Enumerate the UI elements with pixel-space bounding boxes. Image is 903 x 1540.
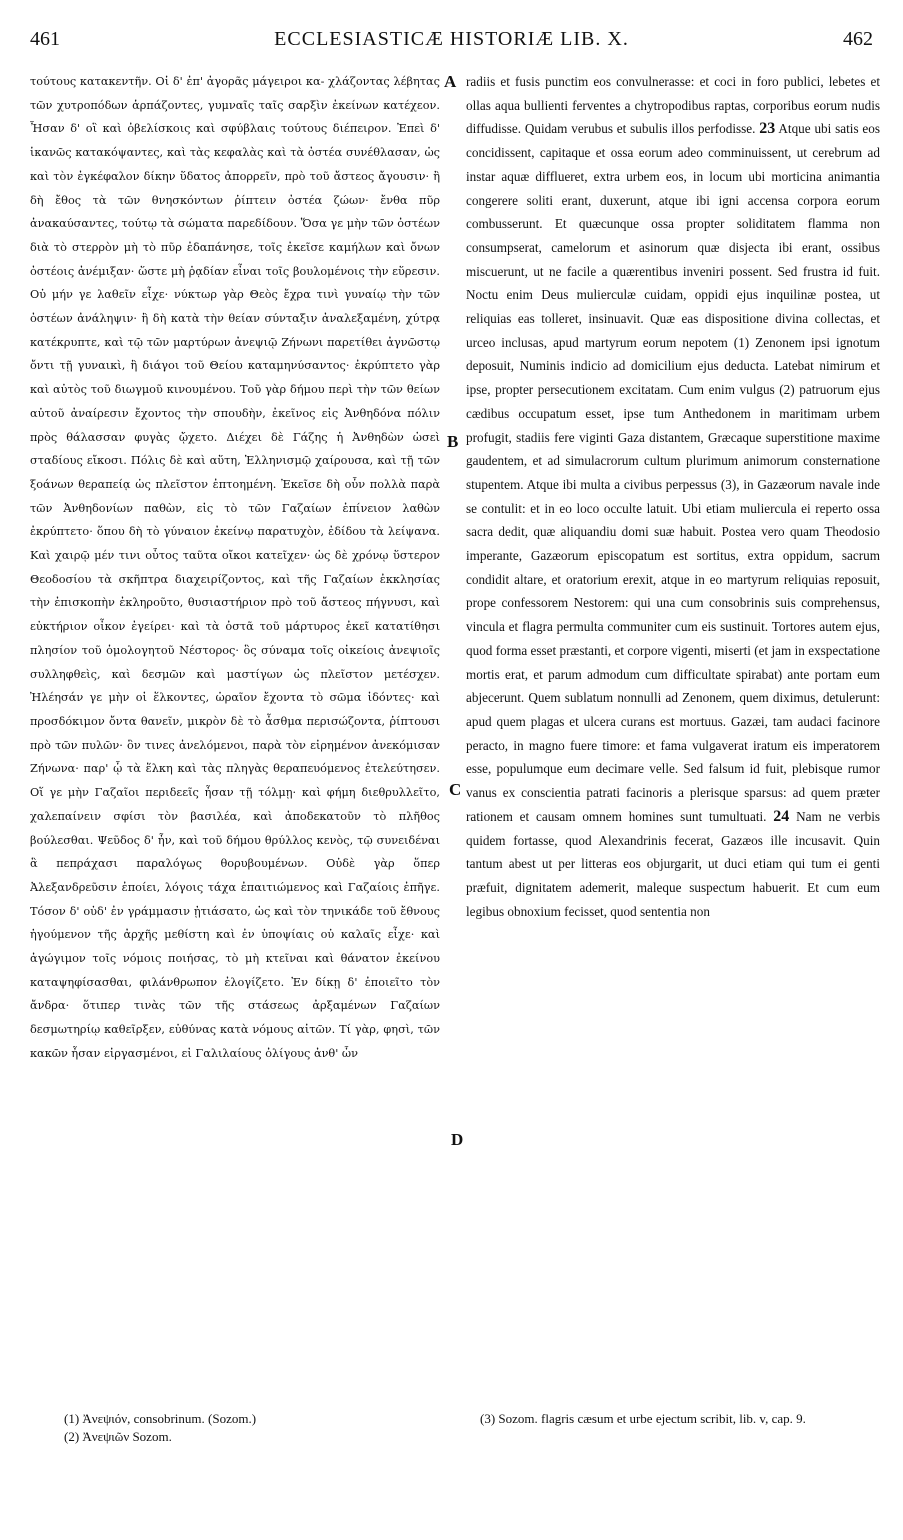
latin-text — [466, 70, 880, 923]
footnotes-left — [64, 1410, 444, 1446]
footnotes-right — [480, 1410, 880, 1428]
latin-part-2: Atque ubi satis eos concidissent, capitaque et ossa eorum adeo comminuissent, ut cerebrum ad instar aquæ difflueret, extra urbem eos, in locum ubi morticina animantia congerere soliti erant, duxerunt, atque ibi igni accensa corpora eorum combusserunt. Et quæcunque ossa propter soliditatem flamma non consumpserat, camelorum et asinorum quæ disjecta ibi erant, ossibus miscuerunt, ut ne facile a quærentibus inveniri possent. Sed frustra id fuit. Noctu enim Deus mulierculæ cuidam, oppidi ejus inquilinæ postea, ut reliquias eas tolleret, insinuavit. Quæ eas dispositione divina collectas, et urceo inclusas, apud martyrum eorum nepotem (1) Zenonem ipsi ignotum deposuit, Numinis indicio ad domicilium ejus deducta. Latebat nimirum et ipse, propter persecutionem excitatam. Cum enim vulgus (2) patruorum ejus cædibus occupatum esset, ipse tum Anthedonem in maritimam urbem profugit, stadiis fere viginti Gaza distantem, Græcaque superstitione maxime gaudentem, et ad simulacrorum cultum plurimum animorum consternatione stupentem. Atque ibi multa a civibus perpessus (3), in Gazæorum navale inde se contulit: et in eo loco occulte latuit. Ubi etiam muliercula ei reperto ossa sacra dedit, quæ aliquandiu domi suæ habuit. Postea vero quam Theodosio imperante, Gazæorum episcopatum est sortitus, extra oppidum, sacrum condidit altare, et oratorium erexit, atque in eo martyrum reliquias reposuit, prope confessorem Nestorem: qui una cum consobrinis suis comprehensus, vincula et flagra permulta communiter cum eis sustinuit. Tortores autem ejus, quod forma esset præstanti, et corpore vigenti, miserti (et jam in exspectatione mortis erat, et parum admodum cum difficultate spirabat) ante portam eum abjecerunt. Quem sublatum nonnulli ad Zenonem, quem diximus, detulerunt: apud quem plagas et ulcera curans est mortuus. Gazæi, tam audaci facinore peracto, in magno fuere timore: et fama vulgaverat iratum eis imperatorem esse, populumque eum decimare velle. Sed falsum id fuit, plebisque rumor vanus ex conscientia patrati facinoris a plerisque sparsus: ad quem præter rationem et causam omnem homines sunt tumultuati. — [466, 121, 880, 824]
margin-letter-b: B — [447, 432, 459, 451]
footnote-2: (2) Ἀνεψιῶν Sozom. — [64, 1429, 172, 1444]
running-title: ECCLESIASTICÆ HISTORIÆ LIB. X. — [274, 28, 629, 50]
page-number-left: 461 — [30, 28, 60, 50]
latin-column — [466, 70, 880, 1400]
greek-text: τούτους κατακεντῆν. Οἱ δ' ἐπ' ἀγορᾶς μάγειροι κα- χλάζοντας λέβητας τῶν χυτροπόδων ἁρπάζοντες, γυμναῖς ταῖς σαρξὶν ἐκείνων κατέχεον. Ἦσαν δ' οἳ καὶ ὀβελίσκοις καὶ σφύβλαις τούτους διέπειρον. Ἐπεὶ δ' ἱκανῶς κατακόψαντες, καὶ τὰς κεφαλὰς καὶ τὰ ὀστέα συνέθλασαν, ὡς καὶ τὸν ἐγκέφαλον δίκην ὕδατος ἀπορρεῖν, πρὸ τοῦ ἄστεος ἄγουσιν· ἢ δὴ ἔθος τὰ τῶν θνησκόντων ῥίπτειν ὀστέα ζώων· ἔνθα πῦρ ἀνακαύσαντες, τούτῳ τὰ σώματα παρεδίδουν. Ὅσα γε μὴν τῶν ὀστέων διὰ τὸ στερρὸν μὴ τὸ πῦρ ἐδαπάνησε, τοῖς ἐκεῖσε καμήλων καὶ ὄνων ὀστέοις ἀνέμιξαν· ὥστε μὴ ῥᾳδίαν εἶναι τοῖς βουλομένοις τὴν εὕρεσιν. Οὐ μήν γε λαθεῖν εἶχε· νύκτωρ γὰρ Θεὸς ἔχρα τινὶ γυναίῳ τὴν τῶν ὀστέων ἀνάληψιν· ἣ δὴ κατὰ τὴν θείαν σύνταξιν ἀναλεξαμένη, χύτρᾳ κατέκρυπτε, καὶ τῷ τῶν μαρτύρων ἀνεψιῷ Ζήνωνι παρετίθει ἀγνῶστῳ ὄντι τῇ γυναικὶ, ἣ διάγοι τοῦ Θείου καταμηνύσαντος· ἐκρύπτετο γὰρ καὶ αὐτὸς τοῦ διωγμοῦ κινουμένου. Τοῦ γὰρ δήμου περὶ τὴν τῶν θείων αὐτοῦ ἀναίρεσιν ἔχοντος τὴν σπουδὴν, ἐκεῖνος εἰς Ἀνθηδόνα πόλιν πρὸς θάλασσαν φυγὰς ᾤχετο. Διέχει δὲ Γάζης ἡ Ἀνθηδὼν ὡσεὶ σταδίους εἴκοσι. Πόλις δὲ καὶ αὕτη, Ἑλληνισμῷ χαίρουσα, καὶ τῇ τῶν ξοάνων θεραπείᾳ ὡς πλεῖστον ἐπτοημένη. Ἐκεῖσε δὴ οὖν πολλὰ παρὰ τῶν Ἀνθηδονίων παθὼν, εἰς τὸ τῶν Γαζαίων ἐπίνειον λαθὼν ἐκρύπτετο· ὅπου δὴ τὸ γύναιον ἐκείνῳ παρατυχὸν, ἐδίδου τὰ λείψανα. Καὶ χαιρῷ μέν τινι οὗτος ταῦτα οἴκοι κατεῖχεν· ὡς δὲ χρόνῳ ὕστερον Θεοδοσίου τὰ σκῆπτρα διαχειρίζοντος, καὶ τῆς Γαζαίων ἐκκλησίας τὴν ἐπισκοπὴν ἐκληροῦτο, θυσιαστήριον πρὸ τοῦ ἄστεος πήγνυσι, καὶ εὐκτήριον οἶκον ἐγείρει· καὶ τὰ ὀστᾶ τοῦ μάρτυρος ἐκεῖ κατατίθησι πλησίον τοῦ ὁμολογητοῦ Νέστορος· ὃς σύναμα τοῖς οἰκείοις ἀνεψιοῖς συλληφθεὶς, καὶ δεσμῶν καὶ μαστίγων ὡς πλεῖστον μετέσχεν. Ἠλέησάν γε μὴν οἱ ἕλκοντες, ὡραῖον ἔχοντα τὸ σῶμα ἰδόντες· καὶ προσδόκιμον ὄντα θανεῖν, μικρὸν δὲ τὸ ἆσθμα περισώζοντα, ῥίπτουσι πρὸ τῶν πυλῶν· ὃν τινες ἀνελόμενοι, παρὰ τὸν εἰρημένον ἀνεκόμισαν Ζήνωνα· παρ' ᾧ τὰ ἕλκη καὶ τὰς πληγὰς θεραπευόμενος ἐτελεύτησεν. Οἵ γε μὴν Γαζαῖοι περιδεεῖς ἦσαν τῇ τόλμῃ· καὶ φήμη διεθρυλλεῖτο, χαλεπαίνειν σφίσι τὸν βασιλέα, καὶ ἀποδεκατοῦν τὸ πλῆθος βούλεσθαι. Ψεῦδος δ' ἦν, καὶ τοῦ δήμου θρύλλος κενὸς, τῷ συνειδέναι ἃ πεπράχασι παραλόγως θορυβουμένων. Οὐδὲ γὰρ ὅπερ Ἀλεξανδρεῦσιν ἐποίει, λόγοις τάχα ἐπαιτιώμενος καὶ Γαζαίοις ἐπῆγε. Τόσον δ' οὐδ' ἐν γράμμασιν ᾐτιάσατο, ὡς καὶ τὸν τηνικάδε τοῦ ἔθνους ἡγούμενον τῆς ἀρχῆς μεθίστη καὶ ἐν ὑποψίαις οὐ καλαῖς εἶχε· καὶ ἀγώγιμον τοῖς νόμοις ποιήσας, τὸ μὴ κτεῖναι καὶ θάνατον ἐκείνου καταψηφίσασθαι, φιλάνθρωπον ἐλογίζετο. Ἐν δίκῃ δ' ἐποιεῖτο τὸν ἄνδρα· ὅτιπερ τινὰς τῶν τῆς στάσεως ἀρξαμένων Γαζαίων δεσμωτηρίῳ καθεῖρξεν, εὐθύνας κατὰ νόμους αἰτῶν. Τί γὰρ, φησὶ, τῶν κακῶν ἦσαν εἰργασμένοι, εἰ Γαλιλαίους ὀλίγους ἀνθ' ὧν — [30, 75, 440, 1060]
footnote-3: (3) Sozom. flagris cæsum et urbe ejectum scribit, lib. v, cap. 9. — [480, 1411, 806, 1426]
margin-letter-a: A — [444, 72, 457, 91]
page-number-right: 462 — [843, 28, 873, 50]
footnote-1: (1) Ἀνεψιόν, consobrinum. (Sozom.) — [64, 1411, 257, 1426]
running-header — [30, 28, 873, 58]
greek-column — [30, 70, 440, 1400]
margin-letter-c: C — [449, 780, 462, 799]
latin-part-1: radiis et fusis punctim eos convulnerasse: et coci in foro publici, lebetes et ollas aqua bullienti ferventes a chytropodibus raptas, corporibus eorum nudis diffudisse. Quidam verubus et subulis illos perfodisse. — [466, 74, 880, 137]
latin-part-3: Nam ne verbis quidem fortasse, quod Alexandrinis fecerat, Gazæos ille incusavit. Quin tantum abest ut per litteras eos objurgarit, ut duci etiam qui tum ei genti præfuit, dignitatem ademerit, maleque suspectum habuerit. Et cum eum legibus obnoxium fecisset, quod sententia non — [466, 808, 880, 919]
margin-letter-d: D — [451, 1130, 464, 1149]
section-number-24: 24 — [773, 807, 790, 825]
section-number-23: 23 — [759, 120, 776, 138]
